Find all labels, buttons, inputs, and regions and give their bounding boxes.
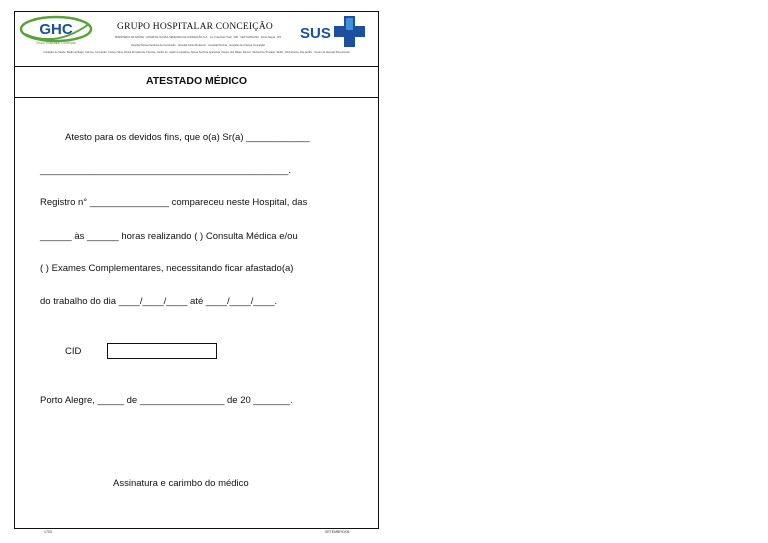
text-line-1: Atesto para os devidos fins, que o(a) Sr(a) ____________	[65, 132, 310, 143]
ghc-logo-icon	[19, 14, 93, 46]
org-address: MINISTÉRIO DA SAÚDE · HOSPITAL NOSSA SENHORA DA CONCEIÇÃO S.A. · Av. Francisco Trein, 596 · CEP 91350-200 · Porto Alegre · RS	[114, 36, 282, 39]
org-title: GRUPO HOSPITALAR CONCEIÇÃO	[117, 22, 273, 32]
letterhead	[15, 12, 378, 67]
text-line-6: do trabalho do dia ____/____/____ até ____/____/____.	[40, 296, 278, 307]
cid-field[interactable]	[107, 343, 217, 359]
signature-label: Assinatura e carimbo do médico	[113, 478, 249, 489]
ghc-logo-subtext: Grupo Hospitalar Conceição	[35, 41, 77, 45]
text-line-5: ( ) Exames Complementares, necessitando ficar afastado(a)	[40, 263, 294, 274]
sus-logo-text: SUS	[300, 25, 331, 42]
ghc-logo-text: GHC	[39, 21, 73, 38]
document-title: ATESTADO MÉDICO	[15, 66, 378, 98]
text-line-4: ______ às ______ horas realizando ( ) Consulta Médica e/ou	[40, 231, 298, 242]
sus-logo-icon	[300, 15, 372, 48]
medical-certificate-form	[14, 11, 379, 529]
org-hospitals: Hospital Nossa Senhora da Conceição · Hospital Cristo Redentor · Hospital Fêmina · Hospital da Criança Conceição	[130, 44, 266, 47]
text-line-3: Registro n° _______________ compareceu neste Hospital, das	[40, 197, 308, 208]
form-date: SETEMBRO/05	[325, 530, 350, 534]
org-units: Unidades de Saúde: Barão de Bagé, Coinma, Conceição, Costa e Silva, Divina Providência, Floresta, Jardim Itu, Jardim Leopoldina, Nossa Senhora Aparecida, Parque dos Maias, Ramos, Santíssima Trindade, SESC, Vila Floresta, Vila Jardim · Centro de Atenção Psicossocial	[43, 51, 350, 54]
place-date-line: Porto Alegre, _____ de ________________ de 20 _______.	[40, 395, 294, 406]
text-line-2: _______________________________________________.	[40, 165, 291, 176]
cid-label: CID	[65, 346, 82, 357]
form-code: 1703	[44, 530, 52, 534]
